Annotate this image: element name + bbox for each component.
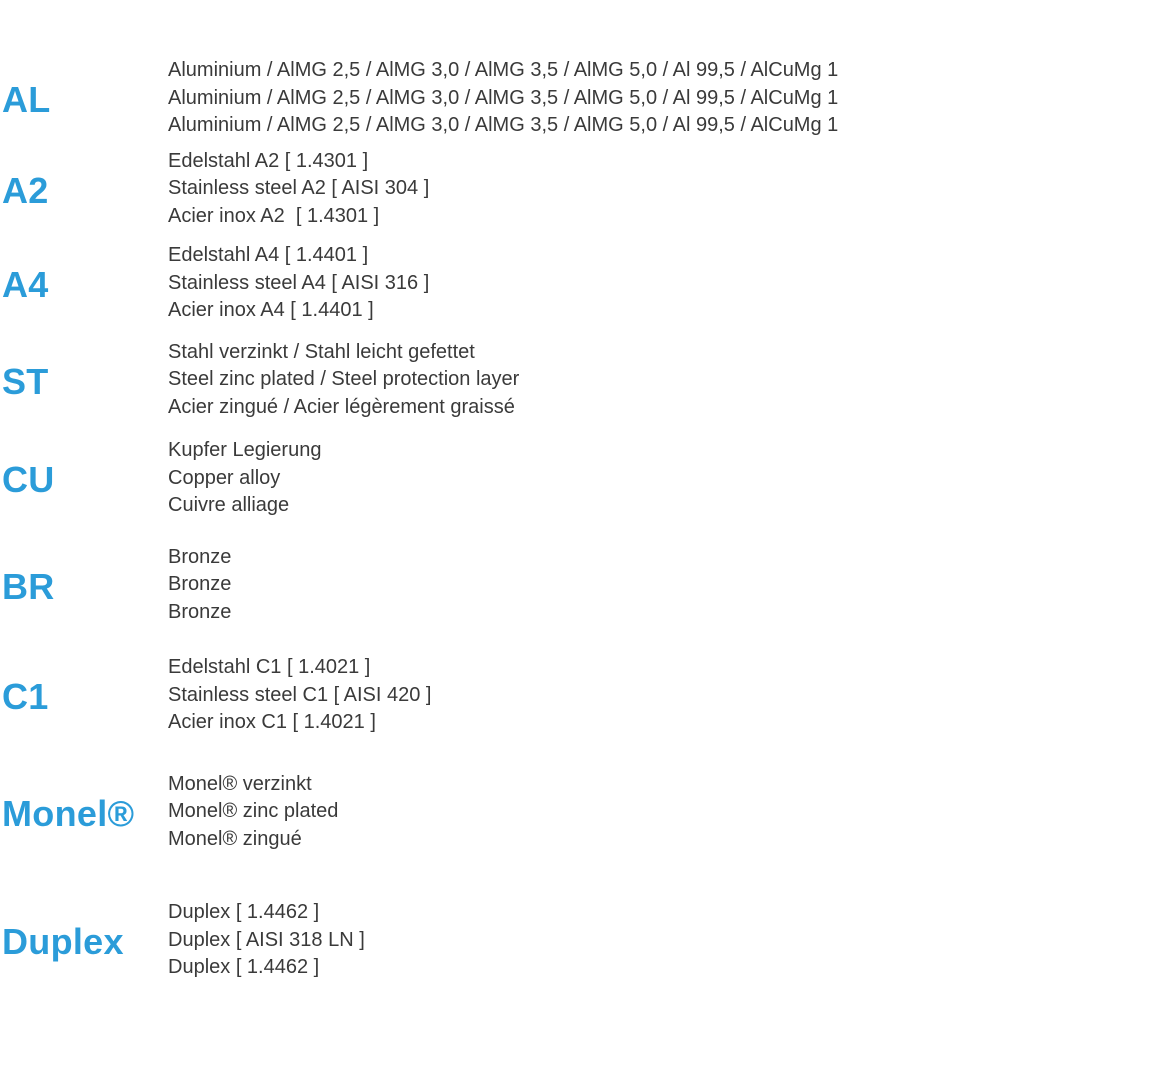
material-descriptions-a2 <box>168 148 429 231</box>
description-fr: Cuivre alliage <box>168 494 290 516</box>
description-en: Monel® zinc plated <box>168 800 339 822</box>
material-code-st: ST <box>2 360 49 402</box>
description-de: Duplex [ 1.4462 ] <box>168 901 320 923</box>
material-descriptions-st <box>168 339 519 422</box>
material-row-cu <box>2 437 1160 520</box>
material-row-a2 <box>2 148 1160 231</box>
description-fr: Aluminium / AlMG 2,5 / AlMG 3,0 / AlMG 3,5 / AlMG 5,0 / Al 99,5 / AlCuMg 1 <box>168 114 839 136</box>
material-row-c1 <box>2 654 1160 737</box>
description-en: Duplex [ AISI 318 LN ] <box>168 928 365 951</box>
description-de: Kupfer Legierung <box>168 439 322 461</box>
material-code-br: BR <box>2 565 55 607</box>
material-descriptions-c1 <box>168 654 431 737</box>
material-code-al: AL <box>2 79 51 121</box>
description-en: Stainless steel A2 [ AISI 304 ] <box>168 177 430 199</box>
material-descriptions-cu <box>168 437 321 520</box>
description-fr: Bronze <box>168 600 232 623</box>
material-code-c1: C1 <box>2 676 49 718</box>
material-code-a4: A4 <box>2 264 49 306</box>
description-de: Monel® verzinkt <box>168 772 312 795</box>
material-code-cu: CU <box>2 459 55 501</box>
material-row-br <box>2 544 1160 627</box>
description-de: Edelstahl A2 [ 1.4301 ] <box>168 149 369 172</box>
description-de: Edelstahl A4 [ 1.4401 ] <box>168 244 369 266</box>
material-code-a2: A2 <box>2 169 49 211</box>
description-en: Bronze <box>168 573 232 595</box>
material-descriptions-a4 <box>168 242 429 325</box>
material-descriptions-monel <box>168 771 338 854</box>
material-descriptions-br <box>168 544 231 627</box>
description-en: Copper alloy <box>168 466 281 489</box>
material-code-duplex: Duplex <box>2 921 124 963</box>
material-row-al <box>2 57 1160 140</box>
description-fr: Acier inox A2 [ 1.4301 ] <box>168 204 380 227</box>
material-code-monel: Monel® <box>2 792 135 834</box>
description-de: Bronze <box>168 545 232 568</box>
material-row-st <box>2 339 1160 422</box>
description-de: Aluminium / AlMG 2,5 / AlMG 3,0 / AlMG 3,5 / AlMG 5,0 / Al 99,5 / AlCuMg 1 <box>168 59 839 81</box>
description-en: Aluminium / AlMG 2,5 / AlMG 3,0 / AlMG 3,5 / AlMG 5,0 / Al 99,5 / AlCuMg 1 <box>168 86 839 109</box>
material-descriptions-duplex <box>168 899 365 982</box>
description-fr: Acier inox A4 [ 1.4401 ] <box>168 299 374 321</box>
material-row-monel <box>2 771 1160 854</box>
description-en: Stainless steel C1 [ AISI 420 ] <box>168 683 432 706</box>
description-fr: Acier zingué / Acier légèrement graissé <box>168 395 515 418</box>
description-en: Stainless steel A4 [ AISI 316 ] <box>168 271 430 294</box>
description-de: Stahl verzinkt / Stahl leicht gefettet <box>168 340 475 363</box>
material-descriptions-al <box>168 57 838 140</box>
material-row-a4 <box>2 242 1160 325</box>
description-de: Edelstahl C1 [ 1.4021 ] <box>168 656 371 678</box>
description-en: Steel zinc plated / Steel protection layer <box>168 368 520 390</box>
material-row-duplex <box>2 899 1160 982</box>
description-fr: Monel® zingué <box>168 827 302 850</box>
description-fr: Acier inox C1 [ 1.4021 ] <box>168 711 376 733</box>
description-fr: Duplex [ 1.4462 ] <box>168 956 320 978</box>
